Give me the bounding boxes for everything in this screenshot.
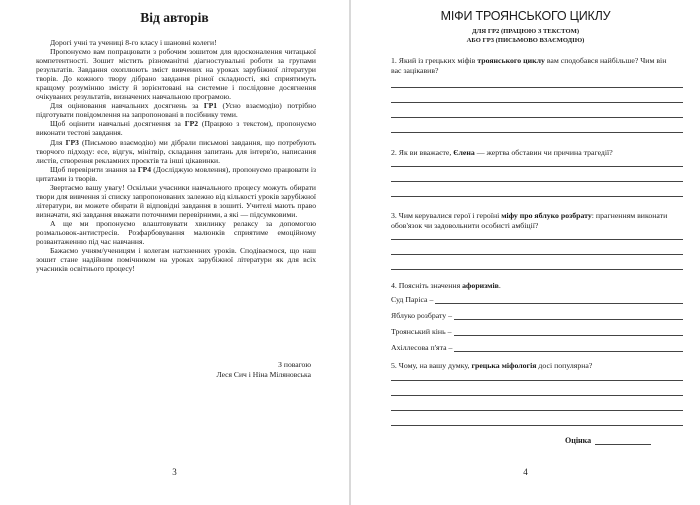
- question-4: 4. Поясніть значення афоризмів.: [391, 281, 501, 290]
- answer-line[interactable]: [391, 410, 683, 411]
- foreword-paragraph: Бажаємо учням/ученицям і колегам натхненних уроків. Сподіваємося, що наш зошит стане надійним помічником на уроках зарубіжної літератури як для всіх учасників освітнього процесу!: [36, 246, 316, 274]
- left-page: [0, 0, 349, 505]
- foreword-body: [36, 38, 316, 273]
- foreword-paragraph: Щоб перевірити знання за ГР4 (Досліджую мовлення), пропонуємо працювати із цитатами із творів.: [36, 164, 316, 183]
- answer-line[interactable]: [391, 117, 683, 118]
- answer-line[interactable]: [391, 196, 683, 197]
- aphorism-row[interactable]: Троянський кінь –: [391, 327, 683, 336]
- foreword-paragraph: А ще ми пропонуємо влаштовувати хвилинку релаксу за допомогою розмальовок-антистресів. Розфарбовування малюнків сприятиме емоційному розвантаженню під час навчання.: [36, 218, 316, 247]
- answer-line[interactable]: [391, 380, 683, 381]
- answer-line[interactable]: [391, 395, 683, 396]
- grade-field[interactable]: [565, 436, 651, 445]
- answer-line[interactable]: [391, 166, 683, 167]
- answer-line[interactable]: [454, 344, 683, 352]
- answer-line[interactable]: [391, 87, 683, 88]
- answer-line[interactable]: [391, 254, 683, 255]
- worksheet-subtitle-2: АБО ГР3 (ПИСЬМОВО ВЗАЄМОДІЮ): [466, 37, 585, 44]
- page-number: 3: [172, 467, 177, 477]
- regards-line: З повагою: [278, 360, 311, 369]
- question-3: 3. Чим керувалися герої і героїні міфу про яблуко розбрату: прагненням виконати обов'язок чи задовольнити особисті амбіції?: [391, 211, 668, 230]
- foreword-paragraph: Звертаємо вашу увагу! Оскільки учасники навчального процесу можуть обирати твори для вивчення зі списку запропонованих залежно від кількості уроків зарубіжної літератури, ви можете обирати й відповідні завдання в зошиті. Учителі мають право визначати, які завдання вважати поточними перевірними, а які — підсумковими.: [36, 182, 316, 219]
- question-5: 5. Чому, на вашу думку, грецька міфологія досі популярна?: [391, 361, 593, 370]
- worksheet-subtitle-1: ДЛЯ ГР2 (ПРАЦЮЮ З ТЕКСТОМ): [471, 28, 580, 35]
- right-page: [351, 0, 700, 505]
- question-2: 2. Як ви вважаєте, Єлена — жертва обставин чи причина трагедії?: [391, 148, 613, 157]
- authors-signature: [216, 360, 311, 380]
- answer-line[interactable]: [454, 312, 683, 320]
- answer-line[interactable]: [454, 328, 683, 336]
- foreword-paragraph: Дорогі учні та учениці 8-го класу і шановні колеги!: [50, 38, 217, 47]
- aphorism-row[interactable]: Ахіллесова п'ята –: [391, 343, 683, 352]
- grade-label: Оцінка: [565, 436, 592, 445]
- aphorism-row[interactable]: Яблуко розбрату –: [391, 311, 683, 320]
- answer-line[interactable]: [391, 425, 683, 426]
- grade-line[interactable]: [595, 437, 651, 445]
- foreword-paragraph: Для ГР3 (Письмово взаємодію) ми дібрали письмові завдання, що потребують творчого підходу: есе, відгук, мінітвір, складання запитань для інтерв'ю, написання листів, створення рекламних проєктів та інші цікавинки.: [36, 137, 316, 165]
- authors-names: Леся Сич і Ніна Міляновська: [216, 370, 311, 379]
- foreword-paragraph: Для оцінювання навчальних досягнень за ГР1 (Усно взаємодію) потрібно підготувати повідомлення на запропоновані в посібнику теми.: [36, 101, 316, 120]
- question-1: 1. Який із грецьких міфів троянського циклу вам сподобався найбільше? Чим він вас зацікавив?: [391, 56, 667, 75]
- answer-line[interactable]: [391, 239, 683, 240]
- answer-line[interactable]: [391, 181, 683, 182]
- page-number: 4: [523, 467, 528, 477]
- worksheet-title: МІФИ ТРОЯНСЬКОГО ЦИКЛУ: [440, 9, 611, 23]
- answer-line[interactable]: [391, 102, 683, 103]
- foreword-paragraph: Пропонуємо вам попрацювати з робочим зошитом для вдосконалення читацької компетентності. Зошит містить різноманітні діагностувальні роботи за групами результатів. Завдання охоплюють зміст вивчених на уроках зарубіжної літератури творів. До кожного твору дібрано завдання різної складності, які сприятимуть кращому розумінню змісту й зорієнтовані на системне і послідовне досягнення очікуваних результатів, визначених навчальною програмою.: [36, 47, 316, 102]
- foreword-paragraph: Щоб оцінити навчальні досягнення за ГР2 (Працюю з текстом), пропонуємо виконати тестові завдання.: [36, 119, 316, 138]
- page-title: Від авторів: [140, 10, 209, 25]
- answer-line[interactable]: [435, 296, 683, 304]
- aphorism-row[interactable]: Суд Паріса –: [391, 295, 683, 304]
- answer-line[interactable]: [391, 132, 683, 133]
- answer-line[interactable]: [391, 269, 683, 270]
